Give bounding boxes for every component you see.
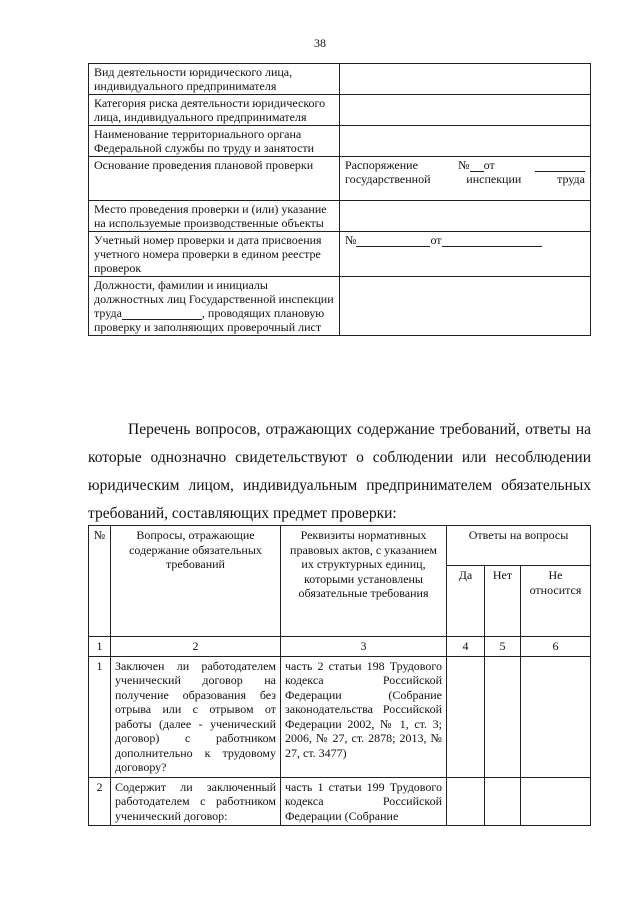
header-no: Нет bbox=[485, 566, 521, 637]
row-label: Основание проведения плановой проверки bbox=[89, 157, 340, 201]
requisites-text: часть 1 статьи 199 Трудового кодекса Российской Федерации (Собрание bbox=[281, 777, 447, 826]
blank-line bbox=[356, 246, 430, 247]
row-value bbox=[340, 95, 591, 126]
table-row bbox=[89, 157, 591, 201]
answer-yes-cell[interactable] bbox=[447, 777, 485, 826]
header-requisites: Реквизиты нормативных правовых актов, с указанием их структурных единиц, которыми установлены обязательные требования bbox=[281, 526, 447, 637]
column-number: 2 bbox=[111, 637, 281, 657]
header-question: Вопросы, отражающие содержание обязательных требований bbox=[111, 526, 281, 637]
row-label-tail: проводящих плановую проверку и заполняющих проверочный лист bbox=[94, 306, 325, 334]
answer-yes-cell[interactable] bbox=[447, 656, 485, 777]
decree-word: государственной bbox=[345, 172, 431, 186]
row-value bbox=[340, 277, 591, 336]
record-cell bbox=[340, 232, 591, 277]
intro-paragraph: Перечень вопросов, отражающих содержание требований, ответы на которые однозначно свидетельствуют о соблюдении или несоблюдении юридическим лицом, индивидуальным предпринимателем обязательных требований, составляющих предмет проверки: bbox=[88, 420, 591, 522]
questions-table bbox=[88, 525, 591, 826]
blank-line bbox=[442, 246, 542, 247]
table-row bbox=[89, 777, 591, 826]
blank-line bbox=[535, 158, 585, 172]
row-label: Наименование территориального органа Федеральной службы по труду и занятости bbox=[89, 126, 340, 157]
table-row bbox=[89, 64, 591, 95]
table-row bbox=[89, 656, 591, 777]
inspection-info-table bbox=[88, 63, 591, 336]
number-sign: № bbox=[345, 233, 357, 247]
question-text: Содержит ли заключенный работодателем с работником ученический договор: bbox=[111, 777, 281, 826]
question-num: 1 bbox=[89, 656, 111, 777]
table-row bbox=[89, 126, 591, 157]
table-row bbox=[89, 277, 591, 336]
answer-no-cell[interactable] bbox=[485, 777, 521, 826]
column-number: 4 bbox=[447, 637, 485, 657]
column-number: 5 bbox=[485, 637, 521, 657]
decree-word: Распоряжение bbox=[345, 158, 418, 172]
table-row bbox=[89, 201, 591, 232]
row-label: Категория риска деятельности юридического лица, индивидуального предпринимателя bbox=[89, 95, 340, 126]
answer-no-cell[interactable] bbox=[485, 656, 521, 777]
table-row bbox=[89, 232, 591, 277]
header-answers: Ответы на вопросы bbox=[447, 526, 591, 566]
requisites-text: часть 2 статьи 198 Трудового кодекса Российской Федерации (Собрание законодательства Российской Федерации 2002, № 1, ст. 3; 2006, № 27, ст. 2878; 2013, № 27, ст. 3477) bbox=[281, 656, 447, 777]
date-label: от bbox=[483, 158, 495, 172]
row-value bbox=[340, 126, 591, 157]
answer-na-cell[interactable] bbox=[521, 656, 591, 777]
header-num: № bbox=[89, 526, 111, 637]
column-number: 1 bbox=[89, 637, 111, 657]
table-row bbox=[89, 95, 591, 126]
header-na: Не относится bbox=[521, 566, 591, 637]
row-value bbox=[340, 64, 591, 95]
row-value bbox=[340, 201, 591, 232]
column-number: 6 bbox=[521, 637, 591, 657]
decree-word: инспекции bbox=[466, 172, 522, 186]
decree-fill bbox=[345, 158, 585, 186]
row-label: Вид деятельности юридического лица, индивидуального предпринимателя bbox=[89, 64, 340, 95]
row-label: Должности, фамилии и инициалы должностных лиц Государственной инспекции труда , проводящих плановую проверку и заполняющих проверочный лист bbox=[89, 277, 340, 336]
number-sign: № bbox=[458, 158, 470, 172]
row-label: Учетный номер проверки и дата присвоения учетного номера проверки в едином реестре проверок bbox=[89, 232, 340, 277]
decree-word: труда bbox=[557, 172, 585, 186]
question-text: Заключен ли работодателем ученический договор на получение образования без отрыва или с отрывом от работы (далее - ученический договор) с работником дополнительно к трудовому договору? bbox=[111, 656, 281, 777]
header-row bbox=[89, 526, 591, 566]
question-num: 2 bbox=[89, 777, 111, 826]
date-label: от bbox=[430, 233, 442, 247]
row-label: Место проведения проверки и (или) указание на используемые производственные объекты bbox=[89, 201, 340, 232]
page-number: 38 bbox=[314, 36, 326, 50]
header-yes: Да bbox=[447, 566, 485, 637]
row-label-text: Должности, фамилии и инициалы должностных лиц Государственной инспекции труда bbox=[94, 278, 334, 320]
column-number: 3 bbox=[281, 637, 447, 657]
answer-na-cell[interactable] bbox=[521, 777, 591, 826]
decree-cell bbox=[340, 157, 591, 201]
column-number-row bbox=[89, 637, 591, 657]
